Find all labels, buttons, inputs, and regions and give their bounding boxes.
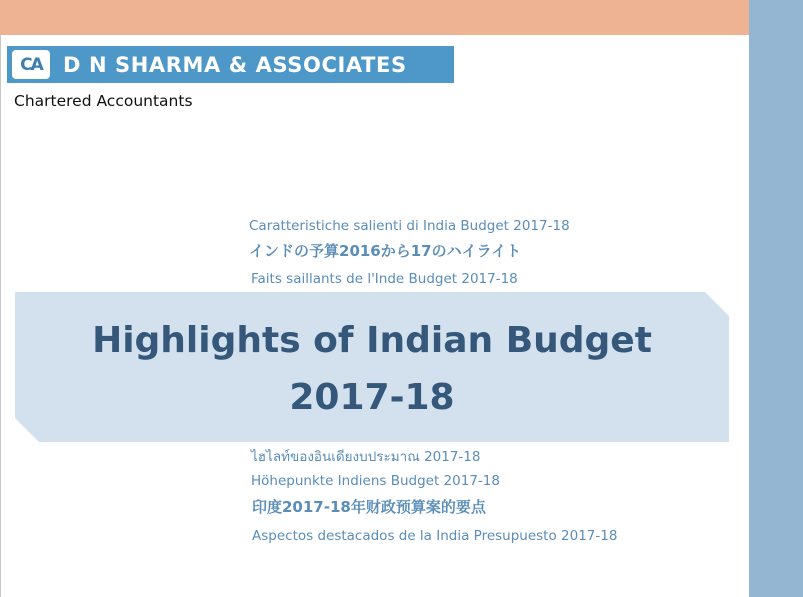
main-title-line1: Highlights of Indian Budget	[92, 320, 652, 361]
translation-italian: Caratteristiche salienti di India Budget 2017-18	[249, 218, 570, 234]
left-border-line	[0, 35, 1, 597]
title-banner	[15, 292, 729, 442]
ca-logo-text: CA	[20, 54, 42, 75]
main-title-line2: 2017-18	[289, 377, 455, 418]
ca-logo-icon	[12, 50, 50, 79]
firm-logo-bar	[7, 46, 454, 83]
translation-french: Faits saillants de l'Inde Budget 2017-18	[251, 271, 518, 287]
translation-german: Höhepunkte Indiens Budget 2017-18	[251, 473, 500, 489]
translation-japanese: インドの予算2016から17のハイライト	[249, 242, 522, 260]
translation-chinese: 印度2017-18年财政预算案的要点	[252, 498, 486, 516]
firm-name: D N SHARMA & ASSOCIATES	[63, 52, 407, 77]
translation-thai: ไฮไลท์ของอินเดียงบประมาณ 2017-18	[251, 449, 481, 465]
translation-spanish: Aspectos destacados de la India Presupuesto 2017-18	[252, 528, 618, 544]
right-side-panel	[749, 0, 803, 597]
top-accent-bar	[0, 0, 749, 35]
firm-subtitle: Chartered Accountants	[14, 92, 193, 110]
